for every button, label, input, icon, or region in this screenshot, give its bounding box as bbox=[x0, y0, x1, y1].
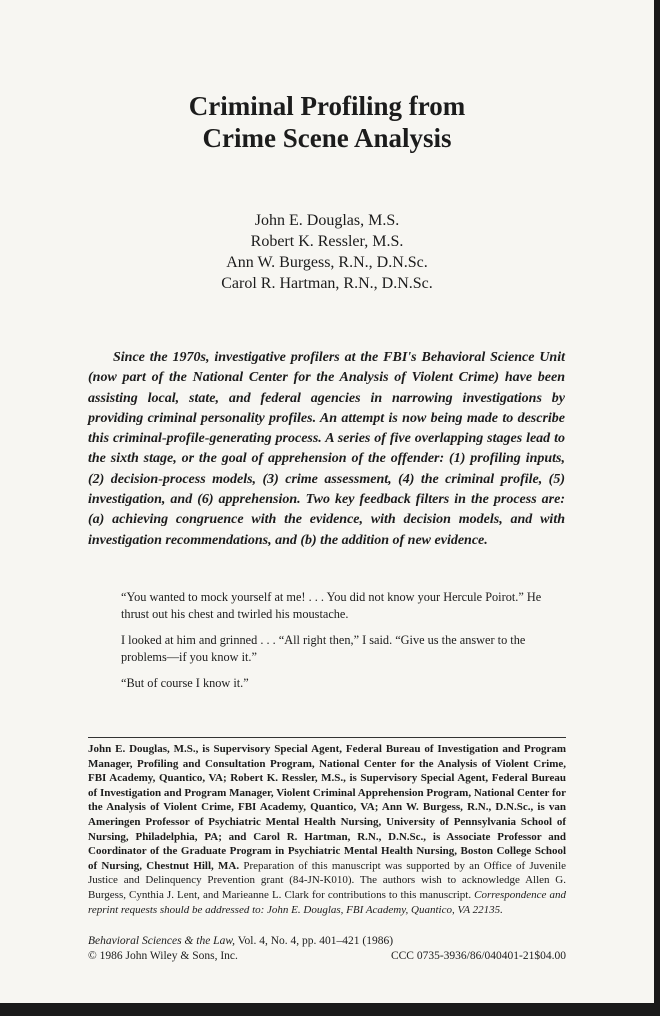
support-acknowledgment: Preparation of this manuscript was supported by an Office of Juvenile Justice and Delinquency Prevention grant (84-JN-K010). The authors wish to acknowledge Allen G. Burgess, Cynthia J. Lent, and Marieanne L. Clark for contributions to this manuscript. bbox=[88, 859, 567, 901]
epigraph bbox=[121, 589, 567, 701]
title-line: Crime Scene Analysis bbox=[202, 123, 452, 153]
article-code: CCC 0735-3936/86/040401-21$04.00 bbox=[390, 949, 566, 962]
author-list bbox=[0, 210, 654, 294]
citation-journal-line bbox=[88, 934, 566, 949]
journal-volume: Vol. 4, No. 4, pp. 401–421 (1986) bbox=[237, 935, 394, 947]
citation-block bbox=[88, 934, 566, 963]
author: Robert K. Ressler, M.S. bbox=[250, 233, 404, 250]
epigraph-paragraph: “But of course I know it.” bbox=[121, 676, 249, 690]
title-line: Criminal Profiling from bbox=[188, 91, 466, 121]
paper-title bbox=[0, 90, 654, 154]
abstract bbox=[88, 348, 565, 551]
author-footnote bbox=[88, 742, 566, 917]
citation-copyright-line bbox=[88, 949, 566, 964]
abstract-text: Since the 1970s, investigative profilers at the FBI's Behavioral Science Unit (now part of the National Center for the Analysis of Violent Crime) have been assisting local, state, and federal agencies in narrowing investigations by providing criminal personality profiles. An attempt is now being made to describe this criminal-profile-generating process. A series of five overlapping stages lead to the sixth stage, or the goal of apprehension of the offender: (1) profiling inputs, (2) decision-process models, (3) crime assessment, (4) the criminal profile, (5) investigation, and (6) apprehension. Two key feedback filters in the process are: (a) achieving congruence with the evidence, with decision models, and with investigation recommendations, and (b) the addition of new evidence. bbox=[88, 350, 565, 548]
epigraph-paragraph: “You wanted to mock yourself at me! . . . You did not know your Hercule Poirot.” He thrust out his chest and twirled his moustache. bbox=[121, 590, 542, 621]
author-affiliations: John E. Douglas, M.S., is Supervisory Special Agent, Federal Bureau of Investigation and Program Manager, Profiling and Consultation Program, National Center for the Analysis of Violent Crime, FBI Academy, Quantico, VA; Robert K. Ressler, M.S., is Supervisory Special Agent, Federal Bureau of Investigation and Program Manager, Violent Criminal Apprehension Program, National Center for the Analysis of Violent Crime, FBI Academy, Quantico, VA; Ann W. Burgess, R.N., D.N.Sc., is van Ameringen Professor of Psychiatric Mental Health Nursing, University of Pennsylvania School of Nursing, Philadelphia, PA; and Carol R. Hartman, R.N., D.N.Sc., is Associate Professor and Coordinator of the Graduate Program in Psychiatric Mental Health Nursing, Boston College School of Nursing, Chestnut Hill, MA. bbox=[88, 743, 566, 872]
author: Carol R. Hartman, R.N., D.N.Sc. bbox=[221, 275, 433, 292]
epigraph-paragraph: I looked at him and grinned . . . “All right then,” I said. “Give us the answer to the problems—if you know it.” bbox=[121, 633, 526, 664]
author: Ann W. Burgess, R.N., D.N.Sc. bbox=[226, 254, 428, 271]
copyright: © 1986 John Wiley & Sons, Inc. bbox=[88, 949, 238, 962]
footnote-divider bbox=[88, 737, 566, 738]
correspondence-note: Correspondence and reprint requests should be addressed to: John E. Douglas, FBI Academy, Quantico, VA 22135. bbox=[88, 888, 566, 916]
journal-name: Behavioral Sciences & the Law, bbox=[88, 935, 236, 947]
author: John E. Douglas, M.S. bbox=[254, 212, 400, 229]
